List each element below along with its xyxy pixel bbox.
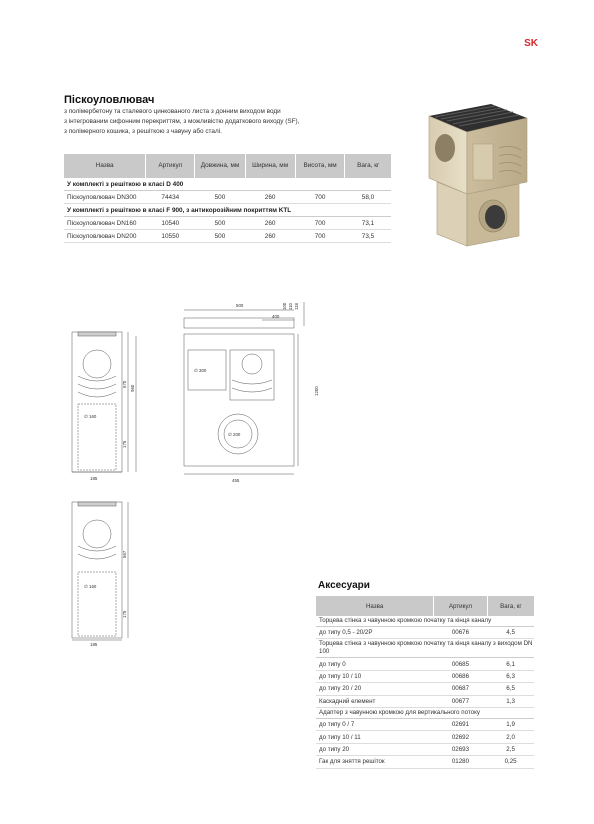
dim-side1-base: 175 [122,440,127,448]
accessories-row [316,670,534,682]
spec-cell: 500 [195,230,245,243]
description-line: з полімербетону та сталевого цинкованого листа з донним виходом води [64,108,281,115]
spec-group-title: У комплекті з решіткою в класі D 400 [64,178,391,191]
accessories-cell: 02691 [434,718,487,730]
accessories-cell: до типу 0 / 7 [316,718,434,730]
spec-header-cell: Назва [64,154,146,178]
accessories-group-title: Торцева стінка з чавунною кромкою початку та кінця каналу [316,616,534,627]
dim-front-outlet: ∅ 200 [228,432,241,437]
dim-side1-height: 670 [122,380,127,388]
spec-cell: 73,5 [345,230,391,243]
dim-side1-width: 185 [90,476,98,481]
accessories-title: Аксесуари [318,580,370,591]
accessories-cell: Гак для зняття решіток [316,756,434,768]
accessories-cell: 0,25 [487,756,534,768]
accessories-cell: 2,0 [487,731,534,743]
spec-group-title: У комплекті з решіткою в класі F 900, з антикорозійним покриттям KTL [64,204,391,217]
spec-cell: Піскоуловлювач DN300 [64,191,146,204]
accessories-cell: 4,5 [487,627,534,639]
dim-top-3: 118 [294,303,299,310]
accessories-table [316,596,534,769]
accessories-header-cell: Артикул [434,596,487,616]
spec-cell: 74434 [146,191,195,204]
accessories-row [316,731,534,743]
dim-top-1: 100 [282,302,287,310]
accessories-cell: до типу 20 / 20 [316,683,434,695]
product-title: Піскоуловлювач [64,94,155,106]
accessories-cell: 02693 [434,743,487,755]
accessories-body [316,616,534,768]
dim-front-width: 500 [236,303,244,308]
accessories-row [316,627,534,639]
dim-side2-height: 567 [122,550,127,558]
accessories-group-title: Торцева стінка з чавунною кромкою початку та кінця каналу з виходом DN 100 [316,639,534,658]
accessories-cell: 00686 [434,670,487,682]
dim-side2-outlet: ∅ 160 [84,584,97,589]
accessories-cell: 00676 [434,627,487,639]
description-line: з інтегрованим сифонним перекриттям, з можливістю додаткового виходу (SF), [64,118,300,125]
spec-cell: 700 [295,191,345,204]
accessories-cell: 6,1 [487,658,534,670]
dim-front-bottom: 455 [232,478,240,483]
accessories-cell: Каскадний елемент [316,695,434,707]
dim-right-height: 1200 [314,386,319,396]
spec-cell: 58,0 [345,191,391,204]
spec-table [64,154,391,243]
accessories-cell: до типу 0,5 - 20/2P [316,627,434,639]
accessories-row [316,658,534,670]
accessories-group-row [316,639,534,658]
product-description [64,107,404,137]
spec-cell: 700 [295,230,345,243]
spec-header-cell: Довжина, мм [195,154,245,178]
accessories-cell: 00685 [434,658,487,670]
accessories-cell: до типу 10 / 10 [316,670,434,682]
accessories-row [316,718,534,730]
dim-side1-total: 960 [130,384,135,392]
spec-cell: 260 [245,230,295,243]
accessories-header-cell: Вага, кг [487,596,534,616]
spec-cell: 10550 [146,230,195,243]
spec-row [64,191,391,204]
accessories-cell: 1,3 [487,695,534,707]
accessories-cell: до типу 20 [316,743,434,755]
spec-cell: 73,1 [345,217,391,230]
accessories-group-row [316,707,534,718]
technical-drawings [60,296,330,646]
product-photo [415,96,533,258]
spec-cell: 700 [295,217,345,230]
spec-cell: 500 [195,217,245,230]
accessories-row [316,683,534,695]
dim-front-opening: ∅ 300 [194,368,207,373]
accessories-group-row [316,616,534,627]
brand-mark: SK [524,38,538,49]
spec-header-cell: Вага, кг [345,154,391,178]
spec-header-row [64,154,391,178]
spec-header-cell: Ширина, мм [245,154,295,178]
accessories-row [316,743,534,755]
spec-cell: 260 [245,191,295,204]
spec-cell: Піскоуловлювач DN200 [64,230,146,243]
spec-cell: Піскоуловлювач DN160 [64,217,146,230]
spec-row [64,217,391,230]
accessories-cell: до типу 0 [316,658,434,670]
spec-header-cell: Артикул [146,154,195,178]
dim-front-inner: 400 [272,314,280,319]
description-line: з полімерного кошика, з решіткою з чавуну або сталі. [64,128,222,135]
accessories-cell: 1,9 [487,718,534,730]
spec-group-row [64,178,391,191]
spec-group-row [64,204,391,217]
dim-side2-base: 175 [122,610,127,618]
accessories-header-cell: Назва [316,596,434,616]
accessories-cell: 00677 [434,695,487,707]
spec-cell: 260 [245,217,295,230]
accessories-cell: 6,3 [487,670,534,682]
accessories-cell: 00687 [434,683,487,695]
accessories-cell: 02692 [434,731,487,743]
accessories-row [316,756,534,768]
accessories-cell: 6,5 [487,683,534,695]
spec-header-cell: Висота, мм [295,154,345,178]
dim-side1-outlet: ∅ 160 [84,414,97,419]
dim-side2-width: 185 [90,642,98,646]
spec-row [64,230,391,243]
accessories-row [316,695,534,707]
spec-cell: 10540 [146,217,195,230]
accessories-cell: до типу 10 / 11 [316,731,434,743]
accessories-cell: 01280 [434,756,487,768]
spec-cell: 500 [195,191,245,204]
accessories-group-title: Адаптер з чавунною кромкою для вертикального потоку [316,707,534,718]
accessories-cell: 2,5 [487,743,534,755]
dim-top-2: 110 [288,303,293,310]
accessories-header-row [316,596,534,616]
